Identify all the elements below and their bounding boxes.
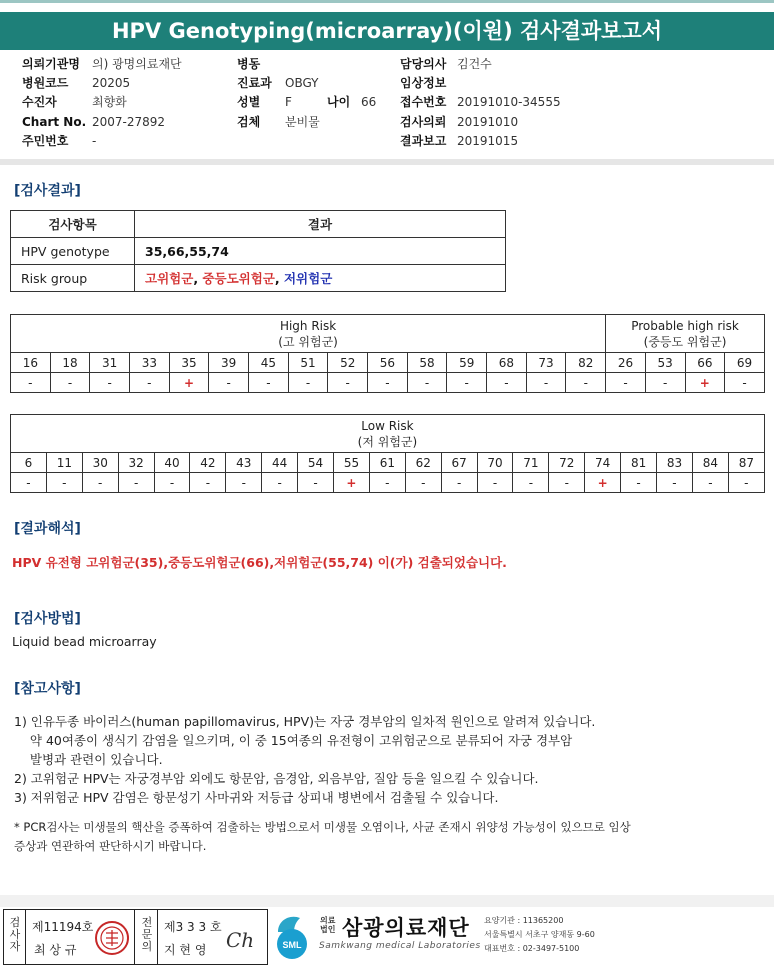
dept-row: 진료과 OBGY [237, 76, 319, 90]
genotype-cell: 56 [368, 353, 408, 373]
genotype-cell: 66 [685, 353, 725, 373]
risk-mid: 중등도위험군 [202, 271, 275, 286]
genotype-cell: - [728, 473, 764, 493]
genotype-cell: 32 [118, 453, 154, 473]
genotype-cell: 45 [249, 353, 289, 373]
genotype-cell: 70 [477, 453, 513, 473]
genotype-cell: - [606, 373, 646, 393]
signature-box [3, 909, 268, 965]
risk-high: 고위험군 [145, 271, 194, 286]
genotype-cell: - [298, 473, 334, 493]
genotype-cell: - [328, 373, 368, 393]
receipt-row: 접수번호 20191010-34555 [400, 95, 561, 109]
genotype-cell: 54 [298, 453, 334, 473]
genotype-cell: - [249, 373, 289, 393]
patient-info [0, 52, 774, 160]
genotype-cell: 81 [621, 453, 657, 473]
genotype-cell: - [441, 473, 477, 493]
genotype-cell: 62 [405, 453, 441, 473]
genotype-cell: 44 [262, 453, 298, 473]
genotype-cell: 43 [226, 453, 262, 473]
genotype-cell: - [549, 473, 585, 493]
info-divider [0, 159, 774, 165]
signature: Ch [226, 928, 255, 952]
genotype-cell: - [46, 473, 82, 493]
genotype-cell: 58 [407, 353, 447, 373]
low-risk-result-row [11, 473, 765, 493]
low-risk-type-row [11, 453, 765, 473]
genotype-cell: 31 [90, 353, 130, 373]
genotype-cell: - [447, 373, 487, 393]
genotype-cell: - [82, 473, 118, 493]
note-line: 2) 고위험군 HPV는 자궁경부암 외에도 항문암, 음경암, 외음부암, 질암 등을 일으킬 수 있습니다. [14, 771, 539, 786]
genotype-cell: - [90, 373, 130, 393]
genotype-cell: 51 [288, 353, 328, 373]
section-result-title: [검사결과] [14, 183, 81, 199]
chart-row: Chart No. 2007-27892 [22, 115, 166, 129]
examiner-no: 제11194호 [32, 920, 94, 934]
genotype-cell: 30 [82, 453, 118, 473]
genotype-cell: 67 [441, 453, 477, 473]
note-line: 1) 인유두종 바이러스(human papillomavirus, HPV)는 자궁 경부암의 일차적 원인으로 알려져 있습니다. [14, 714, 596, 729]
genotype-cell: - [288, 373, 328, 393]
genotype-cell: 69 [725, 353, 765, 373]
low-risk-header: Low Risk (저 위험군) [11, 415, 765, 453]
institution-row: 의뢰기관명 의) 광명의료재단 [22, 57, 182, 71]
genotype-cell: 6 [11, 453, 47, 473]
corp-info: 요양기관 : 11365200 서울특별시 서초구 양재동 9-60 대표번호 : 02-3497-5100 [484, 916, 595, 953]
genotype-cell: 18 [50, 353, 90, 373]
section-notes-title: [참고사항] [14, 681, 81, 697]
genotype-cell: 68 [487, 353, 527, 373]
genotype-cell: - [566, 373, 606, 393]
genotype-cell: - [368, 373, 408, 393]
footer-band [0, 895, 774, 907]
reviewer-no: 제3 3 3 호 [164, 920, 222, 934]
genotype-label: HPV genotype [11, 238, 135, 265]
result-table [10, 210, 506, 292]
genotype-cell: + [685, 373, 725, 393]
genotype-cell: - [725, 373, 765, 393]
notes-list [14, 712, 595, 807]
genotype-cell: 42 [190, 453, 226, 473]
genotype-cell: - [50, 373, 90, 393]
genotype-cell: - [369, 473, 405, 493]
col-result-header: 결과 [135, 211, 506, 238]
risk-low: 저위험군 [283, 271, 333, 286]
genotype-cell: - [621, 473, 657, 493]
genotype-cell: - [692, 473, 728, 493]
seal-icon [94, 920, 130, 956]
examiner-name: 최 상 규 [34, 943, 77, 957]
corp-prefix: 의료 법인 [320, 916, 336, 934]
genotype-cell: - [657, 473, 693, 493]
reviewer-label-col [134, 910, 158, 964]
examiner-label: 검 사 자 [9, 916, 21, 953]
genotype-cell: 52 [328, 353, 368, 373]
interpretation-text: HPV 유전형 고위험군(35),중등도위험군(66),저위험군(55,74) 이(가) 검출되었습니다. [12, 555, 507, 570]
genotype-cell: 84 [692, 453, 728, 473]
genotype-cell: 83 [657, 453, 693, 473]
genotype-value: 35,66,55,74 [145, 243, 229, 259]
genotype-cell: 26 [606, 353, 646, 373]
high-risk-table [10, 314, 765, 393]
genotype-cell: - [513, 473, 549, 493]
genotype-cell: - [526, 373, 566, 393]
genotype-cell: 33 [130, 353, 170, 373]
genotype-cell: 39 [209, 353, 249, 373]
genotype-cell: - [407, 373, 447, 393]
genotype-cell: 73 [526, 353, 566, 373]
genotype-cell: - [118, 473, 154, 493]
note-line: 발병과 관련이 있습니다. [14, 752, 163, 767]
probable-risk-header: Probable high risk (중등도 위험군) [606, 315, 765, 353]
section-interpretation-title: [결과해석] [14, 521, 81, 537]
report-row: 결과보고 20191015 [400, 134, 519, 148]
genotype-cell: - [11, 473, 47, 493]
genotype-cell: - [154, 473, 190, 493]
genotype-cell: - [226, 473, 262, 493]
genotype-cell: 59 [447, 353, 487, 373]
high-risk-type-row [11, 353, 765, 373]
genotype-cell: - [405, 473, 441, 493]
footnote: * PCR검사는 미생물의 핵산을 증폭하여 검출하는 방법으로서 미생물 오염이나, 사균 존재시 위양성 가능성이 있으므로 임상 증상과 연관하여 판단하시기 바랍니다. [14, 820, 631, 853]
sex-row: 성별 F 나이 66 [237, 95, 377, 109]
genotype-cell: 53 [645, 353, 685, 373]
doctor-row: 담당의사 김건수 [400, 57, 492, 71]
genotype-cell: 40 [154, 453, 190, 473]
section-method-title: [검사방법] [14, 611, 81, 627]
genotype-cell: - [487, 373, 527, 393]
request-row: 검사의뢰 20191010 [400, 115, 519, 129]
genotype-cell: 82 [566, 353, 606, 373]
corp-english: Samkwang medical Laboratories [319, 941, 481, 951]
risk-value: 고위험군, 중등도위험군, 저위험군 [135, 265, 506, 292]
risk-label: Risk group [11, 265, 135, 292]
genotype-cell: 71 [513, 453, 549, 473]
high-risk-result-row [11, 373, 765, 393]
reviewer-name: 지 현 영 [164, 943, 207, 957]
clinical-row: 임상정보 [400, 76, 447, 90]
genotype-cell: 74 [585, 453, 621, 473]
genotype-cell: 55 [334, 453, 370, 473]
high-risk-header: High Risk (고 위험군) [11, 315, 606, 353]
genotype-cell: 61 [369, 453, 405, 473]
genotype-cell: - [262, 473, 298, 493]
genotype-cell: - [130, 373, 170, 393]
corp-name: 삼광의료재단 [342, 916, 470, 940]
genotype-cell: + [334, 473, 370, 493]
hospital-code-row: 병원코드 20205 [22, 76, 131, 90]
resident-row: 주민번호 - [22, 134, 97, 148]
note-line: 3) 저위험군 HPV 감염은 항문성기 사마귀와 저등급 상피내 병변에서 검출될 수 있습니다. [14, 790, 499, 805]
patient-row: 수진자 최향화 [22, 95, 127, 109]
genotype-cell: + [585, 473, 621, 493]
low-risk-table [10, 414, 765, 493]
genotype-cell: + [169, 373, 209, 393]
svg-text:SML: SML [282, 940, 302, 950]
genotype-cell: 87 [728, 453, 764, 473]
title-bar [0, 0, 774, 50]
reviewer-label: 전 문 의 [141, 916, 153, 953]
method-text: Liquid bead microarray [12, 634, 157, 649]
specimen-row: 검체 분비물 [237, 115, 320, 129]
genotype-cell: - [209, 373, 249, 393]
genotype-cell: - [477, 473, 513, 493]
genotype-cell: 16 [11, 353, 51, 373]
col-item-header: 검사항목 [11, 211, 135, 238]
ward-row: 병동 [237, 57, 261, 71]
genotype-cell: 35 [169, 353, 209, 373]
report-title: HPV Genotyping(microarray)(이원) 검사결과보고서 [0, 12, 774, 50]
note-line: 약 40여종이 생식기 감염을 일으키며, 이 중 15여종의 유전형이 고위험군으로 분류되어 자궁 경부암 [14, 733, 573, 748]
genotype-cell: - [11, 373, 51, 393]
genotype-cell: 11 [46, 453, 82, 473]
sml-logo-icon [272, 912, 316, 960]
genotype-cell: 72 [549, 453, 585, 473]
genotype-cell: - [190, 473, 226, 493]
genotype-cell: - [645, 373, 685, 393]
examiner-label-col [4, 910, 26, 964]
